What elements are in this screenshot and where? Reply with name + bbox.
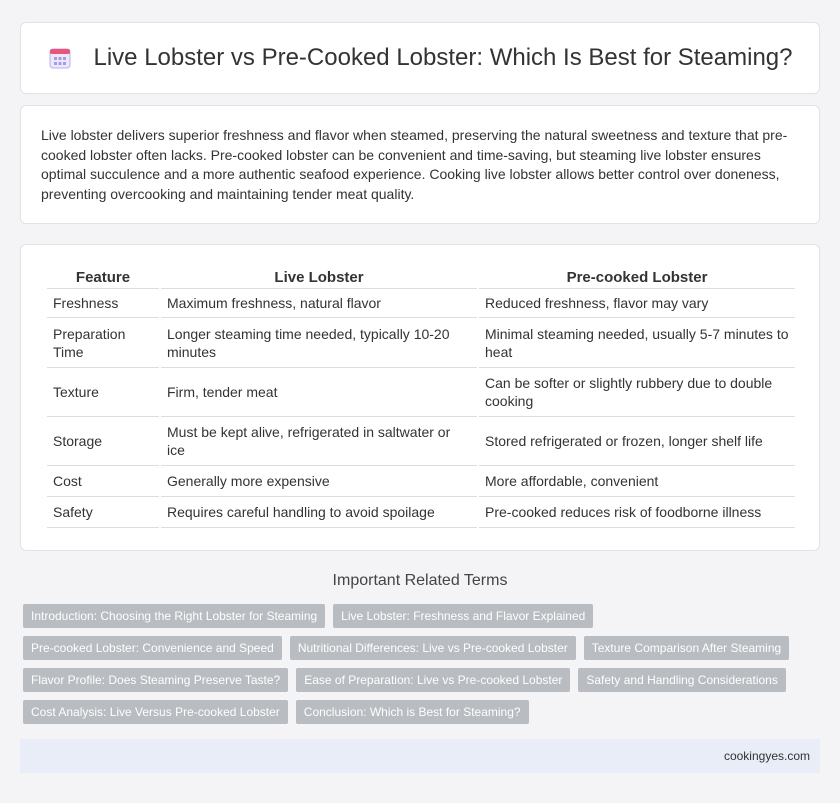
pre-cooked-cell: Pre-cooked reduces risk of foodborne illness (479, 497, 795, 528)
live-lobster-cell: Maximum freshness, natural flavor (161, 289, 477, 318)
table-row (47, 289, 795, 318)
related-term-tag[interactable]: Introduction: Choosing the Right Lobster for Steaming (23, 604, 325, 628)
related-terms-heading: Important Related Terms (332, 572, 508, 589)
related-term-tag[interactable]: Conclusion: Which is Best for Steaming? (296, 700, 529, 724)
table-header-row (47, 265, 795, 289)
title-card (20, 22, 820, 94)
feature-cell: Freshness (47, 289, 159, 318)
feature-cell: Safety (47, 497, 159, 528)
live-lobster-cell: Firm, tender meat (161, 368, 477, 417)
related-term-tag[interactable]: Nutritional Differences: Live vs Pre-cooked Lobster (290, 636, 576, 660)
pre-cooked-cell: Minimal steaming needed, usually 5-7 minutes to heat (479, 318, 795, 368)
pre-cooked-cell: Stored refrigerated or frozen, longer shelf life (479, 417, 795, 466)
pre-cooked-cell: Reduced freshness, flavor may vary (479, 289, 795, 318)
calendar-icon (48, 46, 72, 70)
related-term-tag[interactable]: Pre-cooked Lobster: Convenience and Speed (23, 636, 282, 660)
table-row (47, 318, 795, 368)
pre-cooked-cell: More affordable, convenient (479, 466, 795, 497)
live-lobster-cell: Requires careful handling to avoid spoilage (161, 497, 477, 528)
live-lobster-cell: Longer steaming time needed, typically 10-20 minutes (161, 318, 477, 368)
live-lobster-cell: Must be kept alive, refrigerated in saltwater or ice (161, 417, 477, 466)
pre-cooked-cell: Can be softer or slightly rubbery due to double cooking (479, 368, 795, 417)
header-pre-cooked-lobster: Pre-cooked Lobster (479, 265, 795, 289)
table-row (47, 466, 795, 497)
related-term-tag[interactable]: Ease of Preparation: Live vs Pre-cooked Lobster (296, 668, 570, 692)
related-term-tag[interactable]: Cost Analysis: Live Versus Pre-cooked Lobster (23, 700, 288, 724)
related-terms-tags (23, 604, 813, 724)
page-title: Live Lobster vs Pre-Cooked Lobster: Which Is Best for Steaming? (93, 44, 793, 71)
feature-cell: Storage (47, 417, 159, 466)
comparison-table-card (20, 244, 820, 551)
feature-cell: Cost (47, 466, 159, 497)
intro-paragraph: Live lobster delivers superior freshness and flavor when steamed, preserving the natural sweetness and texture that pre-cooked lobster often lacks. Pre-cooked lobster can be convenient and time-saving, but steaming live lobster ensures optimal succulence and a more authentic seafood experience. Cooking live lobster allows better control over doneness, preventing overcooking and maintaining tender meat quality. (41, 127, 788, 202)
footer-site-link[interactable]: cookingyes.com (723, 749, 810, 763)
related-term-tag[interactable]: Safety and Handling Considerations (578, 668, 785, 692)
intro-card (20, 105, 820, 224)
live-lobster-cell: Generally more expensive (161, 466, 477, 497)
related-term-tag[interactable]: Flavor Profile: Does Steaming Preserve Taste? (23, 668, 288, 692)
header-live-lobster: Live Lobster (161, 265, 477, 289)
related-term-tag[interactable]: Texture Comparison After Steaming (584, 636, 789, 660)
table-row (47, 417, 795, 466)
comparison-table (45, 265, 797, 528)
table-row (47, 497, 795, 528)
footer (20, 739, 820, 773)
header-feature: Feature (47, 265, 159, 289)
feature-cell: Preparation Time (47, 318, 159, 368)
table-row (47, 368, 795, 417)
feature-cell: Texture (47, 368, 159, 417)
related-term-tag[interactable]: Live Lobster: Freshness and Flavor Explained (333, 604, 593, 628)
